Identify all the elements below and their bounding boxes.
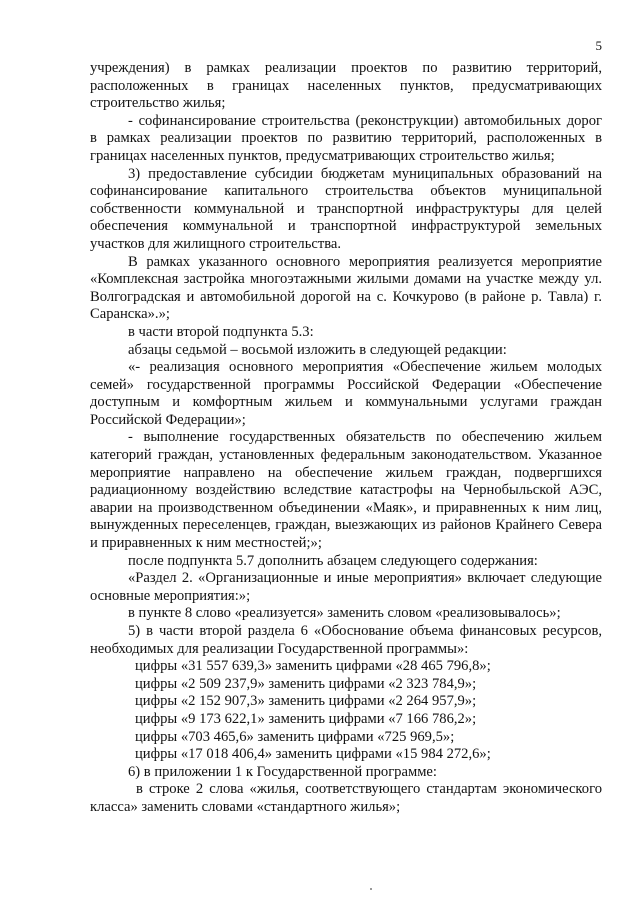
figure-replacement-line: цифры «17 018 406,4» заменить цифрами «15 984 272,6»; bbox=[135, 746, 491, 763]
paragraph: «- реализация основного мероприятия «Обеспечение жильем молодых семей» государственной программы Российской Федерации «Обеспечение доступным и комфортным жильем и коммунальными услугами граждан Российской Федерации»; bbox=[90, 359, 602, 428]
figure-replacement-line: цифры «703 465,6» заменить цифрами «725 969,5»; bbox=[135, 728, 455, 745]
paragraph: после подпункта 5.7 дополнить абзацем следующего содержания: bbox=[128, 552, 538, 569]
paragraph: - выполнение государственных обязательств по обеспечению жильем категорий граждан, установленных федеральным законодательством. Указанное мероприятие направлено на обеспечение жильем граждан, подвергшихся радиационному воздействию вследствие катастрофы на Чернобыльской АЭС, аварии на производственном объединении «Маяк», и приравненных к ним лиц, вынужденных переселенцев, граждан, выезжающих из районов Крайнего Севера и приравненных к ним местностей;»; bbox=[90, 429, 602, 552]
paragraph: в строке 2 слова «жилья, соответствующего стандартам экономического класса» заменить словами «стандартного жилья»; bbox=[90, 781, 602, 815]
paragraph: «Раздел 2. «Организационные и иные мероприятия» включает следующие основные мероприятия:»; bbox=[90, 570, 602, 604]
figure-replacement-line: цифры «9 173 622,1» заменить цифрами «7 166 786,2»; bbox=[135, 710, 477, 727]
paragraph: учреждения) в рамках реализации проектов по развитию территорий, расположенных в границах населенных пунктов, предусматривающих строительство жилья; bbox=[90, 60, 602, 112]
paragraph: абзацы седьмой – восьмой изложить в следующей редакции: bbox=[128, 341, 507, 358]
page-number: 5 bbox=[595, 38, 602, 53]
figure-replacement-line: цифры «2 509 237,9» заменить цифрами «2 323 784,9»; bbox=[135, 675, 477, 692]
paragraph: 6) в приложении 1 к Государственной программе: bbox=[128, 763, 437, 780]
paragraph: 3) предоставление субсидии бюджетам муниципальных образований на софинансирование капитального строительства объектов муниципальной собственности коммунальной и транспортной инфраструктуры для целей обеспечения коммунальной и транспортной инфраструктурой земельных участков для жилищного строительства. bbox=[90, 165, 602, 252]
paragraph: в пункте 8 слово «реализуется» заменить словом «реализовывалось»; bbox=[128, 605, 561, 622]
paragraph: В рамках указанного основного мероприятия реализуется мероприятие «Комплексная застройка многоэтажными жилыми домами на участке между ул. Волгоградская и автомобильной дорогой на с. Кочкурово (в районе р. Тавла) г. Саранска».»; bbox=[90, 253, 602, 323]
paragraph: - софинансирование строительства (реконструкции) автомобильных дорог в рамках реализации проектов по развитию территорий, расположенных в границах населенных пунктов, предусматривающих строительство жилья; bbox=[90, 112, 602, 164]
figure-replacement-line: цифры «31 557 639,3» заменить цифрами «28 465 796,8»; bbox=[135, 658, 491, 675]
paragraph: в части второй подпункта 5.3: bbox=[128, 323, 314, 340]
figure-replacement-line: цифры «2 152 907,3» заменить цифрами «2 264 957,9»; bbox=[135, 693, 477, 710]
scan-speck bbox=[370, 888, 372, 890]
paragraph: 5) в части второй раздела 6 «Обоснование объема финансовых ресурсов, необходимых для реализации Государственной программы»: bbox=[90, 623, 602, 657]
document-body bbox=[90, 60, 602, 817]
